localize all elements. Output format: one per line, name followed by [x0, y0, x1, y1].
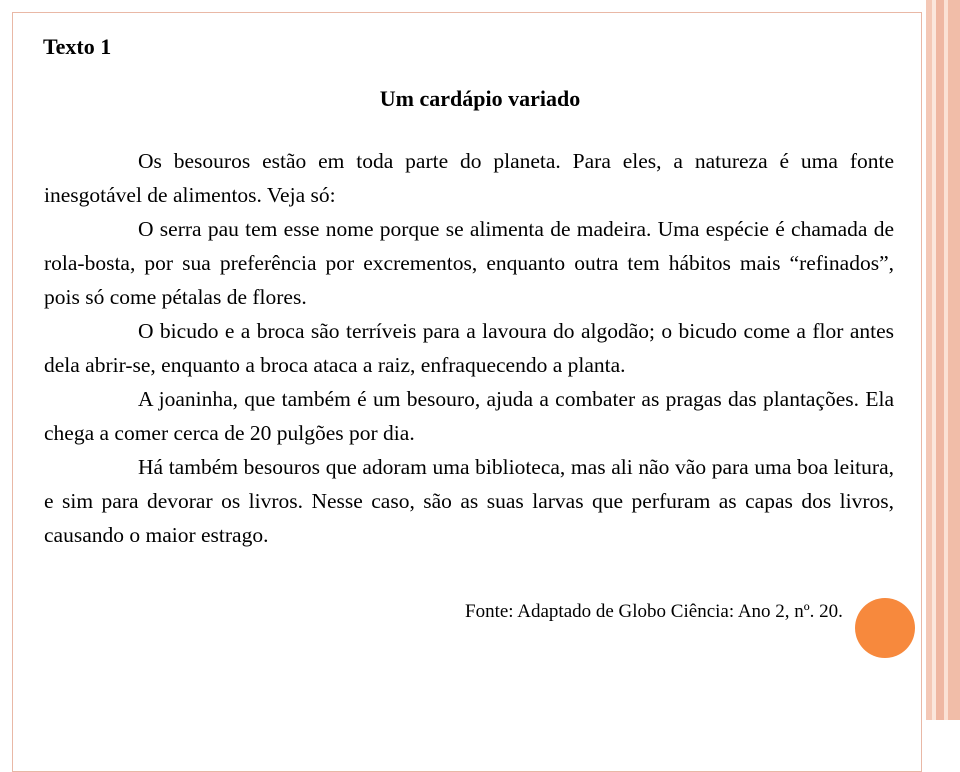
body-text [44, 144, 894, 552]
paragraph-4: A joaninha, que também é um besouro, ajuda a combater as pragas das plantações. Ela chega a comer cerca de 20 pulgões por dia. [44, 387, 894, 445]
text-label: Texto 1 [43, 34, 112, 59]
page-title-text: Um cardápio variado [379, 86, 581, 111]
decorative-circle [855, 598, 915, 658]
paragraph-2: O serra pau tem esse nome porque se alimenta de madeira. Uma espécie é chamada de rola-bosta, por sua preferência por excrementos, enquanto outra tem hábitos mais “refinados”, pois só come pétalas de flores. [44, 217, 894, 309]
paragraph-3: O bicudo e a broca são terríveis para a lavoura do algodão; o bicudo come a flor antes dela abrir-se, enquanto a broca ataca a raiz, enfraquecendo a planta. [44, 319, 894, 377]
page-title [0, 86, 960, 112]
paragraph-5: Há também besouros que adoram uma biblioteca, mas ali não vão para uma boa leitura, e sim para devorar os livros. Nesse caso, são as suas larvas que perfuram as capas dos livros, causando o maior estrago. [44, 455, 894, 547]
paragraph-1: Os besouros estão em toda parte do planeta. Para eles, a natureza é uma fonte inesgotável de alimentos. Veja só: [44, 149, 894, 207]
source-citation: Fonte: Adaptado de Globo Ciência: Ano 2, nº. 20. [465, 601, 843, 622]
